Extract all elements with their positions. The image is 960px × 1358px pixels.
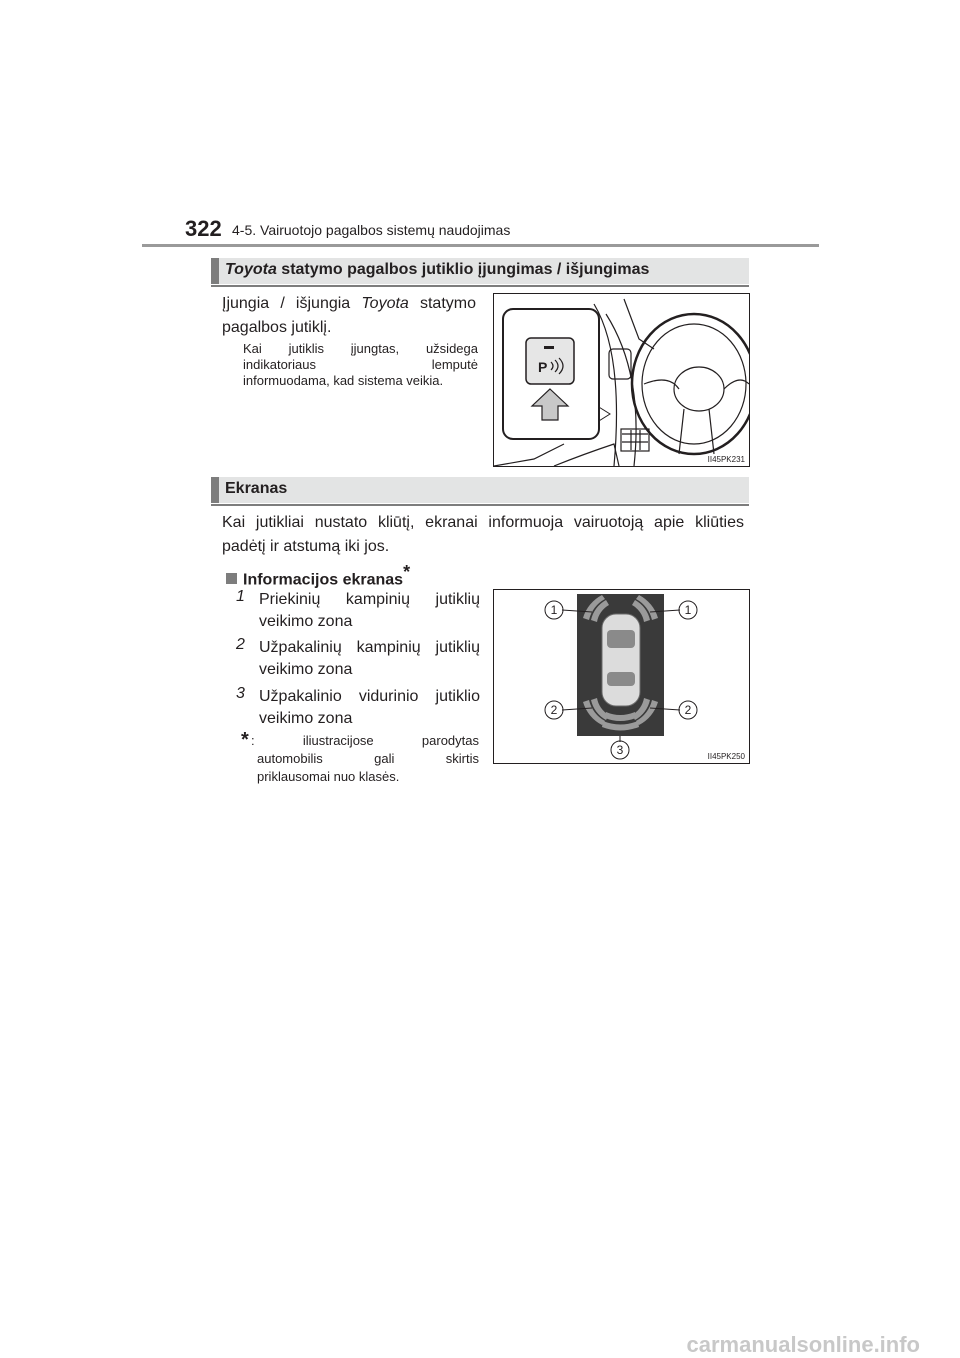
display-para-line-2: padėtį ir atstumą iki jos.	[222, 538, 390, 555]
figure-code: II45PK231	[707, 455, 745, 464]
note-line-1: Kai jutiklis įjungtas, užsidega	[243, 341, 478, 356]
note-line-2: indikatoriaus lemputė	[243, 357, 478, 372]
heading-text: statymo pagalbos jutiklio įjungimas / išjungimas	[276, 261, 650, 278]
sensor-display-illustration	[494, 590, 749, 763]
callout-1-left: 1	[550, 603, 558, 617]
bullet-square-icon	[226, 573, 237, 584]
intro-line-1: Įjungia / išjungia Toyota statymo	[222, 295, 476, 312]
section-heading-display: Ekranas	[211, 477, 749, 503]
callout-3: 3	[616, 743, 624, 757]
heading-brand: Toyota	[225, 261, 277, 278]
figure-sensor-display	[493, 589, 750, 764]
park-assist-button-label: P	[538, 359, 548, 375]
display-para-line-1: Kai jutikliai nustato kliūtį, ekranai informuoja vairuotoją apie kliūties	[222, 514, 744, 531]
page-number: 322	[185, 216, 222, 241]
section-heading-sensor-toggle	[211, 258, 749, 284]
figure-dashboard-switch	[493, 293, 750, 467]
note-line-3: informuodama, kad sistema veikia.	[243, 373, 444, 388]
callout-1-right: 1	[684, 603, 692, 617]
subheading-info-display: Informacijos ekranas*	[226, 560, 410, 592]
callout-2-left: 2	[550, 703, 558, 717]
header-rule	[142, 244, 819, 247]
watermark: carmanualsonline.info	[686, 1332, 920, 1357]
figure-code: II45PK250	[707, 752, 745, 761]
callout-2-right: 2	[684, 703, 692, 717]
intro-line-2: pagalbos jutiklį.	[222, 319, 332, 336]
chapter-title: 4-5. Vairuotojo pagalbos sistemų naudojimas	[232, 222, 511, 238]
dashboard-illustration	[494, 294, 749, 466]
